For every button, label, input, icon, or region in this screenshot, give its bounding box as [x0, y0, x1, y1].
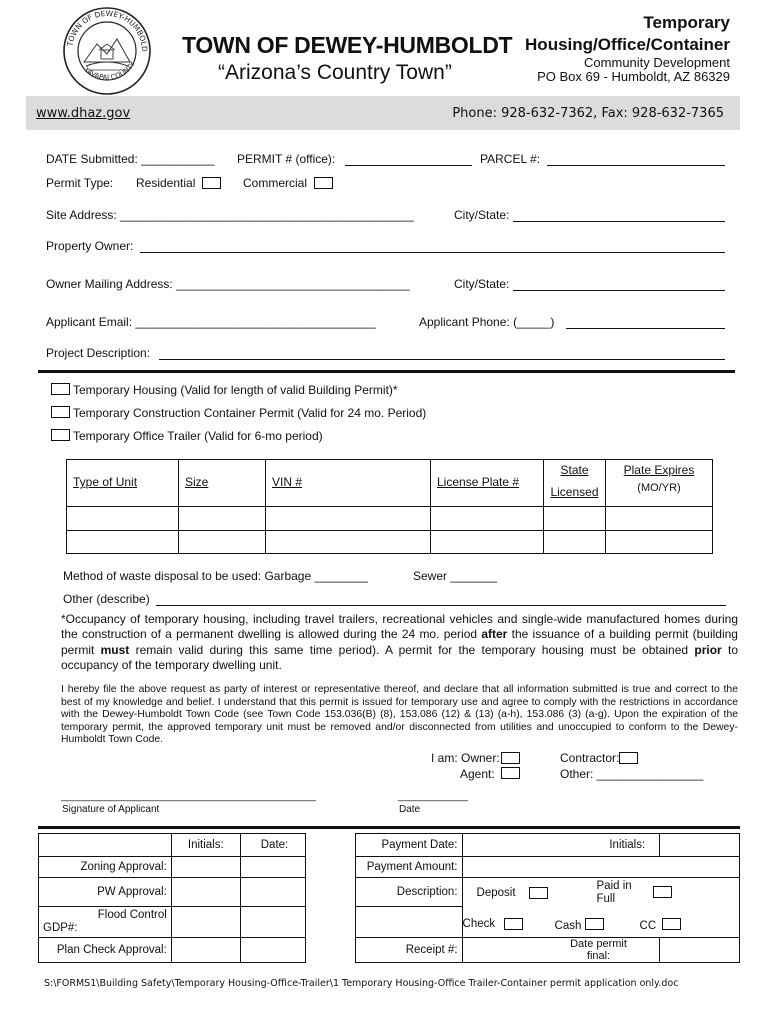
applicant-email-label: Applicant Email: ____________________________________ [46, 315, 376, 329]
contractor-label: Contractor: [560, 751, 620, 765]
phone-fax: Phone: 928-632-7362, Fax: 928-632-7365 [452, 106, 724, 121]
payment-date-label: Payment Date: [355, 834, 462, 857]
size-header: Size [179, 460, 266, 507]
temp-housing-label: Temporary Housing (Valid for length of valid Building Permit)* [73, 383, 398, 397]
receipt-label: Receipt #: [355, 938, 462, 963]
zoning-date-cell[interactable] [240, 857, 305, 878]
department-name: Community Development [584, 55, 730, 70]
owner-mailing-label: Owner Mailing Address: ___________________________________ [46, 277, 410, 291]
unit-row-2[interactable] [67, 531, 713, 554]
payment-description-cell [462, 878, 739, 938]
plate-expires-header: Plate Expires (MO/YR) [606, 460, 713, 507]
receipt-input[interactable] [462, 938, 660, 963]
town-slogan: “Arizona’s Country Town” [218, 61, 452, 84]
city-state-label-1: City/State: [454, 208, 510, 222]
parcel-input[interactable] [547, 165, 725, 166]
check-label: Check [462, 918, 496, 930]
temp-office-label: Temporary Office Trailer (Valid for 6-mo period) [73, 429, 323, 443]
date-line[interactable]: ____________ [398, 790, 469, 802]
form-title-line2: Housing/Office/Container [525, 35, 730, 54]
date-submitted-label: DATE Submitted: ___________ [46, 152, 215, 166]
agent-label: Agent: [460, 767, 495, 781]
type-of-unit-header: Type of Unit [67, 460, 179, 507]
zoning-initials-cell[interactable] [171, 857, 240, 878]
contractor-checkbox[interactable] [619, 752, 638, 764]
temp-container-label: Temporary Construction Container Permit (Valid for 24 mo. Period) [73, 406, 427, 420]
temp-container-checkbox[interactable] [51, 406, 70, 418]
agent-checkbox[interactable] [501, 767, 520, 779]
pw-approval-label: PW Approval: [39, 878, 172, 907]
date-label: Date [399, 804, 421, 815]
vin-header: VIN # [266, 460, 431, 507]
date-header: Date: [240, 834, 305, 857]
site-address-label: Site Address: ____________________________________________ [46, 208, 414, 222]
initials-header: Initials: [171, 834, 240, 857]
state-licensed-header: State Licensed [544, 460, 606, 507]
temp-office-checkbox[interactable] [51, 429, 70, 441]
deposit-label: Deposit [476, 887, 516, 899]
check-checkbox[interactable] [504, 918, 523, 930]
file-path-footer: S:\FORMS1\Building Safety\Temporary Housing-Office-Trailer\1 Temporary Housing-Office Trailer-Container permit application only.doc [44, 978, 679, 989]
residential-checkbox[interactable] [202, 177, 221, 189]
paid-in-full-label: Paid in Full [596, 880, 632, 905]
town-seal [62, 6, 152, 96]
permit-office-input[interactable] [345, 165, 472, 166]
declaration-text: I hereby file the above request as party of interest or representative thereof, and declare that all information submitted is true and correct to the best of my knowledge and belief. I understand that this permit is issued for temporary use and agree to comply with the restrictions in accordance with the Dewey-Humboldt Town Code (see Town Code 153.036(B) (8), 153.086 (12) & (13) (a-h), 153.086 (3) (a-g). Upon the expiration of the temporary permit, the approved temporary unit must be removed and/or disconnected from utilities and unoccupied to conform to the Dewey-Humboldt Town Code. [61, 684, 738, 745]
commercial-checkbox[interactable] [314, 177, 333, 189]
contact-bar [26, 96, 740, 130]
owner-label: I am: Owner: [431, 751, 500, 765]
owner-checkbox[interactable] [501, 752, 520, 764]
pw-initials-cell[interactable] [171, 878, 240, 907]
flood-initials-cell[interactable] [171, 907, 240, 938]
project-description-input[interactable] [159, 359, 725, 360]
flood-date-cell[interactable] [240, 907, 305, 938]
date-permit-final-label: Date permit final: [570, 938, 627, 962]
date-permit-final-input[interactable] [660, 938, 740, 963]
deposit-checkbox[interactable] [529, 887, 548, 899]
city-state-input-2[interactable] [513, 290, 725, 291]
paid-in-full-checkbox[interactable] [653, 886, 672, 898]
temp-housing-checkbox[interactable] [51, 383, 70, 395]
website-link[interactable]: www.dhaz.gov [36, 106, 131, 121]
other-describe-input[interactable] [156, 605, 726, 606]
residential-label: Residential [136, 176, 196, 190]
plan-check-approval-label: Plan Check Approval: [39, 938, 172, 963]
applicant-phone-input[interactable] [566, 328, 725, 329]
cc-checkbox[interactable] [662, 918, 681, 930]
sewer-label: Sewer _______ [413, 569, 498, 583]
signature-line[interactable]: ______________________________________________ [61, 790, 316, 802]
property-owner-label: Property Owner: [46, 239, 134, 253]
cc-label: CC [639, 920, 657, 932]
svg-text:YAVAPAI COUNTY: YAVAPAI COUNTY [82, 60, 137, 82]
parcel-label: PARCEL #: [480, 152, 541, 166]
waste-method-label: Method of waste disposal to be used: Garbage ________ [63, 569, 368, 583]
occupancy-notice: *Occupancy of temporary housing, including travel trailers, recreational vehicles and single-wide manufactured homes during the construction of a permanent dwelling is allowed during the 24 mo. period after the issuance of a building permit (building permit must remain valid during this same time period). A permit for the temporary housing must be obtained prior to occupancy of the temporary dwelling unit. [61, 612, 738, 672]
payment-initials-label: Initials: [462, 834, 660, 857]
permit-office-label: PERMIT # (office): [237, 152, 336, 166]
project-description-label: Project Description: [46, 346, 151, 360]
payment-amount-input[interactable] [462, 857, 739, 878]
license-plate-header: License Plate # [431, 460, 544, 507]
plan-check-date-cell[interactable] [240, 938, 305, 963]
form-title-line1: Temporary [643, 13, 730, 32]
department-address: PO Box 69 - Humboldt, AZ 86329 [537, 69, 730, 84]
town-name: TOWN OF DEWEY-HUMBOLDT [182, 32, 513, 58]
other-describe-label: Other (describe) [63, 592, 150, 606]
flood-control-label: Flood Control GDP#: [39, 907, 172, 938]
permit-type-label: Permit Type: [46, 176, 114, 190]
city-state-input-1[interactable] [513, 221, 725, 222]
unit-row-1[interactable] [67, 507, 713, 531]
office-use-table [38, 833, 740, 963]
payment-initials-input[interactable] [660, 834, 740, 857]
zoning-approval-label: Zoning Approval: [39, 857, 172, 878]
other-role-label: Other: ________________ [560, 767, 704, 781]
applicant-phone-label: Applicant Phone: (_____) [419, 315, 555, 329]
payment-amount-label: Payment Amount: [355, 857, 462, 878]
unit-table [66, 459, 713, 554]
section-divider [38, 370, 735, 373]
cash-label: Cash [554, 920, 582, 932]
signature-label: Signature of Applicant [62, 804, 160, 815]
plan-check-initials-cell[interactable] [171, 938, 240, 963]
pw-date-cell[interactable] [240, 878, 305, 907]
property-owner-input[interactable] [140, 252, 725, 253]
city-state-label-2: City/State: [454, 277, 510, 291]
office-divider [38, 826, 740, 829]
cash-checkbox[interactable] [585, 918, 604, 930]
svg-text:TOWN OF DEWEY-HUMBOLDT: TOWN OF DEWEY-HUMBOLD [65, 8, 150, 52]
commercial-label: Commercial [243, 176, 308, 190]
description-label: Description: [355, 878, 462, 907]
description-blank-cell [355, 907, 462, 938]
